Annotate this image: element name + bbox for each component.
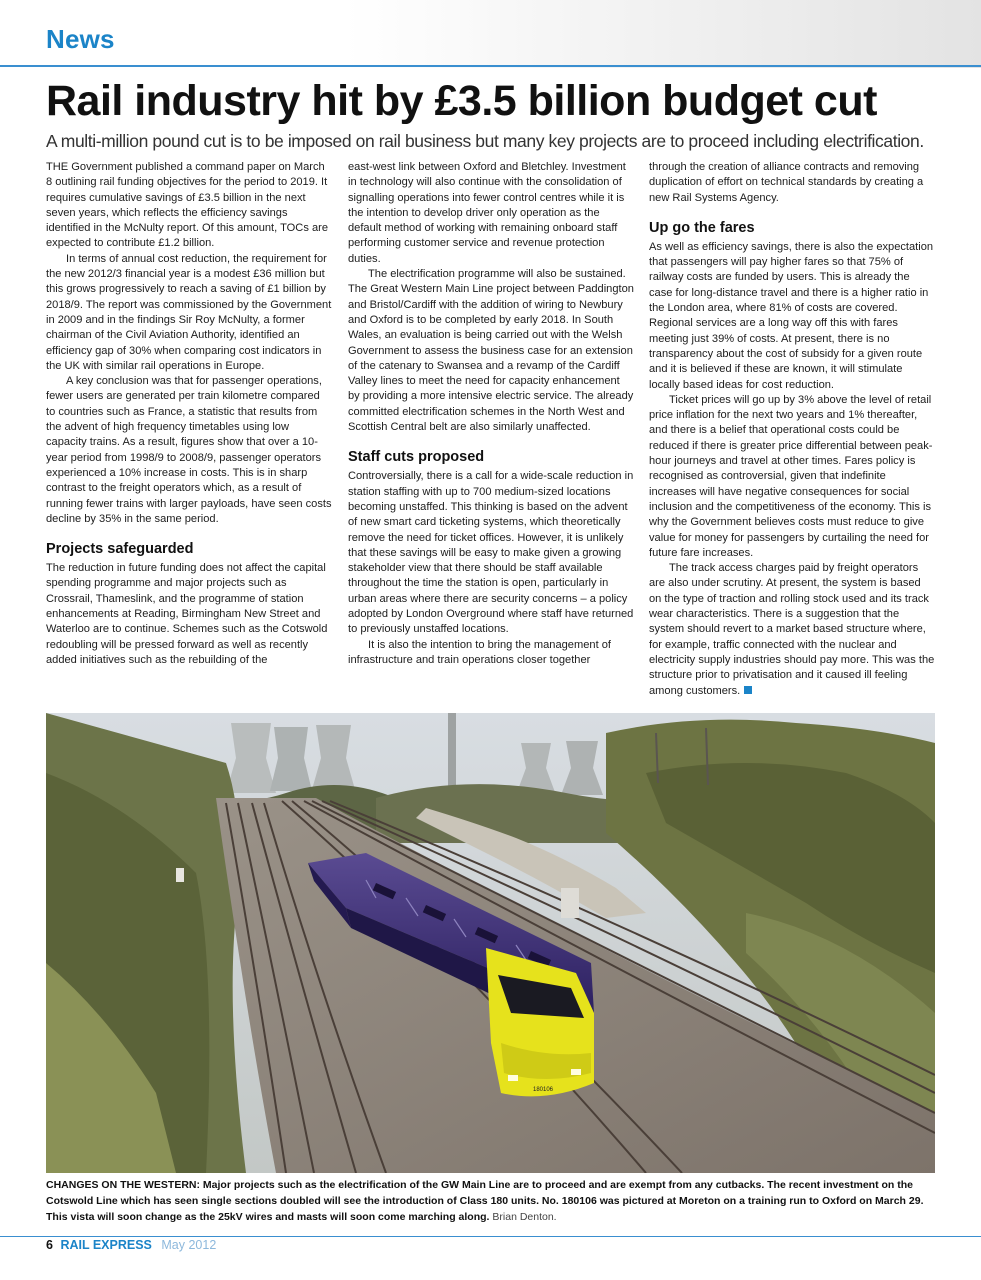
photo-caption — [46, 1177, 936, 1225]
paragraph: Controversially, there is a call for a wide-scale reduction in station staffing with up to 700 medium-sized locations becoming unstaffed. This thinking is based on the advent of new smart card ticketing systems, which theoretically remove the need for ticket offices. However, it is unlikely that these savings will be easy to make given a growing stakeholder view that there should be staff available throughout the time the station is open, particularly in urban areas where there are security concerns – a policy adopted by London Overground where staff have returned to previously unstaffed locations. — [348, 470, 634, 636]
paragraph: In terms of annual cost reduction, the requirement for the new 2012/3 financial year is a modest £36 million but this grows progressively to reach a saving of £1 billion by 2018/9. The report was commissioned by the Government in 2009 and in the findings Sir Roy McNulty, a former chairman of the Civil Aviation Authority, identified an efficiency gap of 30% when comparing cost indicators in the UK with similar rail operations in Europe. — [46, 252, 332, 372]
train-number-plate: 180106 — [533, 1087, 554, 1093]
end-of-article-mark — [744, 686, 752, 694]
section-label: News — [46, 24, 115, 54]
page-number: 6 — [46, 1238, 53, 1252]
article-column-2 — [348, 160, 634, 668]
paragraph: east-west link between Oxford and Bletchley. Investment in technology will also continue with the consolidation of signalling operations into fewer control centres while it is the intention to develop driver only operation as the default method of working with remaining onboard staff performing customer service and revenue protection duties. — [348, 161, 626, 265]
paragraph: The electrification programme will also be sustained. The Great Western Main Line project between Paddington and Bristol/Cardiff with the addition of wiring to Newbury and Oxford is to be completed by early 2018. In South Wales, an evaluation is being carried out with the Welsh Government to assess the business case for an extension of the catenary to Swansea and a revamp of the Cardiff Valley lines to meet the need for capacity enhancement by providing a more intensive electric service. The already committed electrification schemes in the North West and Scottish Central belt are also similarly unaffected. — [348, 268, 634, 434]
paragraph: As well as efficiency savings, there is also the expectation that passengers will pay higher fares so that 75% of railway costs are funded by users. This is already the case for long-distance travel and there is a higher ratio in the London area, where 81% of costs are covered. Regional services are a long way off this with fares meeting just 39% of costs. At present, there is no transparency about the cost of subsidy for a given route and it is believed if these are known, it will stimulate locally based ideas for cost reduction. — [649, 240, 934, 391]
paragraph: It is also the intention to bring the management of infrastructure and train operations closer together — [348, 638, 611, 666]
footer-rule — [0, 1236, 981, 1237]
train-photo-illustration — [46, 713, 935, 1173]
paragraph: The reduction in future funding does not affect the capital spending programme and major projects such as Crossrail, Thameslink, and the programme of station enhancements at Reading, Birmingham New Street and Waterloo are to continue. Schemes such as the Cotswold redoubling will be pressed forward as well as recently added initiatives such as the rebuilding of the — [46, 562, 328, 666]
paragraph: A key conclusion was that for passenger operations, fewer users are generated per train kilometre compared to countries such as France, a statistic that results from the advent of high frequency timetables using low capacity trains. As a result, figures show that over a 10-year period from 1998/9 to 2008/9, passenger operators experienced a 10% increase in costs. This is in sharp contrast to the freight operators which, as a result of running fewer trains with larger payloads, have seen costs decline by 35% in the same period. — [46, 375, 332, 525]
article-column-1 — [46, 160, 332, 668]
magazine-title: RAIL EXPRESS — [60, 1238, 152, 1252]
subheading: Staff cuts proposed — [348, 449, 485, 466]
train-photo — [46, 713, 935, 1173]
paragraph: THE Government published a command paper on March 8 outlining rail funding objectives for the period to 2019. It requires cumulative savings of £3.5 billion in the next seven years, which reflects the efficiency savings identified in the McNulty report. Of this amount, TOCs are expected to contribute £1.2 billion. — [46, 161, 328, 250]
section-rule — [0, 65, 981, 67]
section-header-bar — [0, 0, 981, 68]
issue-date: May 2012 — [161, 1238, 217, 1252]
caption-text: CHANGES ON THE WESTERN: Major projects such as the electrification of the GW Main Line are to proceed and are exempt from any cutbacks. The recent investment on the Cotswold Line which has seen single sections doubled will see the introduction of Class 180 units. No. 180106 was pictured at Moreton on a training run to Oxford on March 29. This vista will soon change as the 25kV wires and masts will soon come marching along. — [46, 1179, 924, 1223]
headline: Rail industry hit by £3.5 billion budget cut — [46, 77, 877, 125]
paragraph-text: The track access charges paid by freight operators are also under scrutiny. At present, the system is based on the type of traction and rolling stock used and its track wear characteristics. There is a suggestion that the system should revert to a market based structure where, for example, traffic connected with the nuclear and electricity supply industries should pay more. This was the structure prior to privatisation and it caused ill feeling among customers. — [649, 562, 935, 697]
article-column-3 — [649, 160, 935, 699]
subheading: Up go the fares — [649, 219, 755, 236]
page-footer — [46, 1238, 216, 1252]
photo-credit: Brian Denton. — [492, 1211, 557, 1223]
paragraph: through the creation of alliance contracts and removing duplication of effort on technical standards by creating a new Rail Systems Agency. — [649, 161, 924, 204]
subheading: Projects safeguarded — [46, 541, 194, 558]
paragraph: Ticket prices will go up by 3% above the level of retail price inflation for the next two years and 1% thereafter, and there is a belief that operational costs could be reduced if there is greater price differential between peak-hour journeys and travel at other times. Fares policy is recognised as controversial, given that indefinite increases will have negative consequences for social inclusion and the competitiveness of the economy. This is why the Government believes costs must reduce to give value for money for passengers by curtailing the need for future fare increases. — [649, 393, 933, 559]
standfirst: A multi-million pound cut is to be imposed on rail business but many key projects are to proceed including electrification. — [46, 131, 924, 151]
paragraph — [649, 561, 935, 699]
